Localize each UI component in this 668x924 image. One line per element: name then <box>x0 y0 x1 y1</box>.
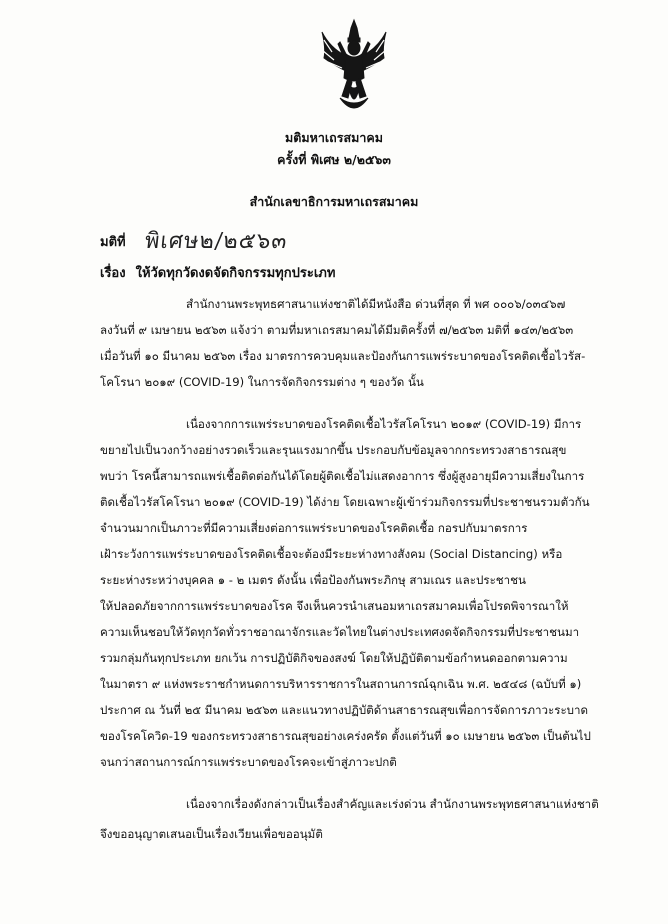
body-line: โคโรนา ๒๐๑๙ (COVID-19) ในการจัดกิจกรรมต่าง ๆ ของวัด นั้น <box>100 375 424 389</box>
subject-label: เรื่อง <box>100 266 126 281</box>
body-line: ติดเชื้อไวรัสโคโรนา ๒๐๑๙ (COVID-19) ได้ง่าย โดยเฉพาะผู้เข้าร่วมกิจกรรมที่ประชาชนรวมตัวกัน <box>100 495 590 509</box>
body-line: เมื่อวันที่ ๑๐ มีนาคม ๒๕๖๓ เรื่อง มาตรการควบคุมและป้องกันการแพร่ระบาดของโรคติดเชื้อไวรัส- <box>100 349 586 363</box>
body-line: ให้ปลอดภัยจากการแพร่ระบาดของโรค จึงเห็นควรนำเสนอมหาเถรสมาคมเพื่อโปรดพิจารณาให้ <box>100 599 569 613</box>
body-line: พบว่า โรคนี้สามารถแพร่เชื้อติดต่อกันได้โดยผู้ติดเชื้อไม่แสดงอาการ ซึ่งผู้สูงอายุมีความเสี่ยงในการ <box>100 469 585 483</box>
body-line: ในมาตรา ๙ แห่งพระราชกำหนดการบริหารราชการในสถานการณ์ฉุกเฉิน พ.ศ. ๒๕๔๘ (ฉบับที่ ๑) <box>100 677 582 691</box>
body-line: เนื่องจากเรื่องดังกล่าวเป็นเรื่องสำคัญและเร่งด่วน สำนักงานพระพุทธศาสนาแห่งชาติ <box>186 797 599 811</box>
session-number: ครั้งที่ พิเศษ ๒/๒๕๖๓ <box>277 152 391 167</box>
garuda-emblem-icon <box>318 18 390 118</box>
body-line: จำนวนมากเป็นภาวะที่มีความเสี่ยงต่อการแพร่ระบาดของโรคติดเชื้อ กอรปกับมาตรการ <box>100 521 528 535</box>
subject-text: ให้วัดทุกวัดงดจัดกิจกรรมทุกประเภท <box>135 266 336 281</box>
body-line: รวมกลุ่มกันทุกประเภท ยกเว้น การปฏิบัติกิจของสงฆ์ โดยให้ปฏิบัติตามข้อกำหนดออกตามความ <box>100 651 568 665</box>
council-name: มติมหาเถรสมาคม <box>285 130 383 145</box>
resolution-label: มติที่ <box>100 235 126 250</box>
body-line: ขยายไปเป็นวงกว้างอย่างรวดเร็วและรุนแรงมากขึ้น ประกอบกับข้อมูลจากกระทรวงสาธารณสุข <box>100 443 567 457</box>
body-line: ระยะห่างระหว่างบุคคล ๑ - ๒ เมตร ดังนั้น เพื่อป้องกันพระภิกษุ สามเณร และประชาชน <box>100 573 526 587</box>
body-line: จนกว่าสถานการณ์การแพร่ระบาดของโรคจะเข้าสู่ภาวะปกติ <box>100 755 397 769</box>
body-line: สำนักงานพระพุทธศาสนาแห่งชาติได้มีหนังสือ ด่วนที่สุด ที่ พศ ๐๐๐๖/๐๓๔๖๗ <box>186 297 566 311</box>
body-line: ความเห็นชอบให้วัดทุกวัดทั่วราชอาณาจักรและวัดไทยในต่างประเทศงดจัดกิจกรรมที่ประชาชนมา <box>100 625 580 639</box>
body-line: ลงวันที่ ๙ เมษายน ๒๕๖๓ แจ้งว่า ตามที่มหาเถรสมาคมได้มีมติครั้งที่ ๗/๒๕๖๓ มติที่ ๑๔๓/๒๕๖๓ <box>100 323 574 337</box>
body-line: เฝ้าระวังการแพร่ระบาดของโรคติดเชื้อจะต้องมีระยะห่างทางสังคม (Social Distancing) หรือ <box>100 547 563 561</box>
body-line: ของโรคโควิด-19 ของกระทรวงสาธารณสุขอย่างเคร่งครัด ตั้งแต่วันที่ ๑๐ เมษายน ๒๕๖๓ เป็นต้นไป <box>100 729 591 743</box>
subject-line <box>100 262 335 283</box>
resolution-number-line <box>100 225 400 253</box>
body-line: จึงขออนุญาตเสนอเป็นเรื่องเวียนเพื่อขออนุมัติ <box>100 827 323 841</box>
body-line: ประกาศ ณ วันที่ ๒๕ มีนาคม ๒๕๖๓ และแนวทางปฏิบัติด้านสาธารณสุขเพื่อการจัดการภาวะระบาด <box>100 703 589 717</box>
issuing-office: สำนักเลขาธิการมหาเถรสมาคม <box>249 194 419 209</box>
resolution-handwritten-number: พิเศษ๒/๒๕๖๓ <box>143 229 289 254</box>
body-line: เนื่องจากการแพร่ระบาดของโรคติดเชื้อไวรัสโคโรนา ๒๐๑๙ (COVID-19) มีการ <box>186 417 582 431</box>
